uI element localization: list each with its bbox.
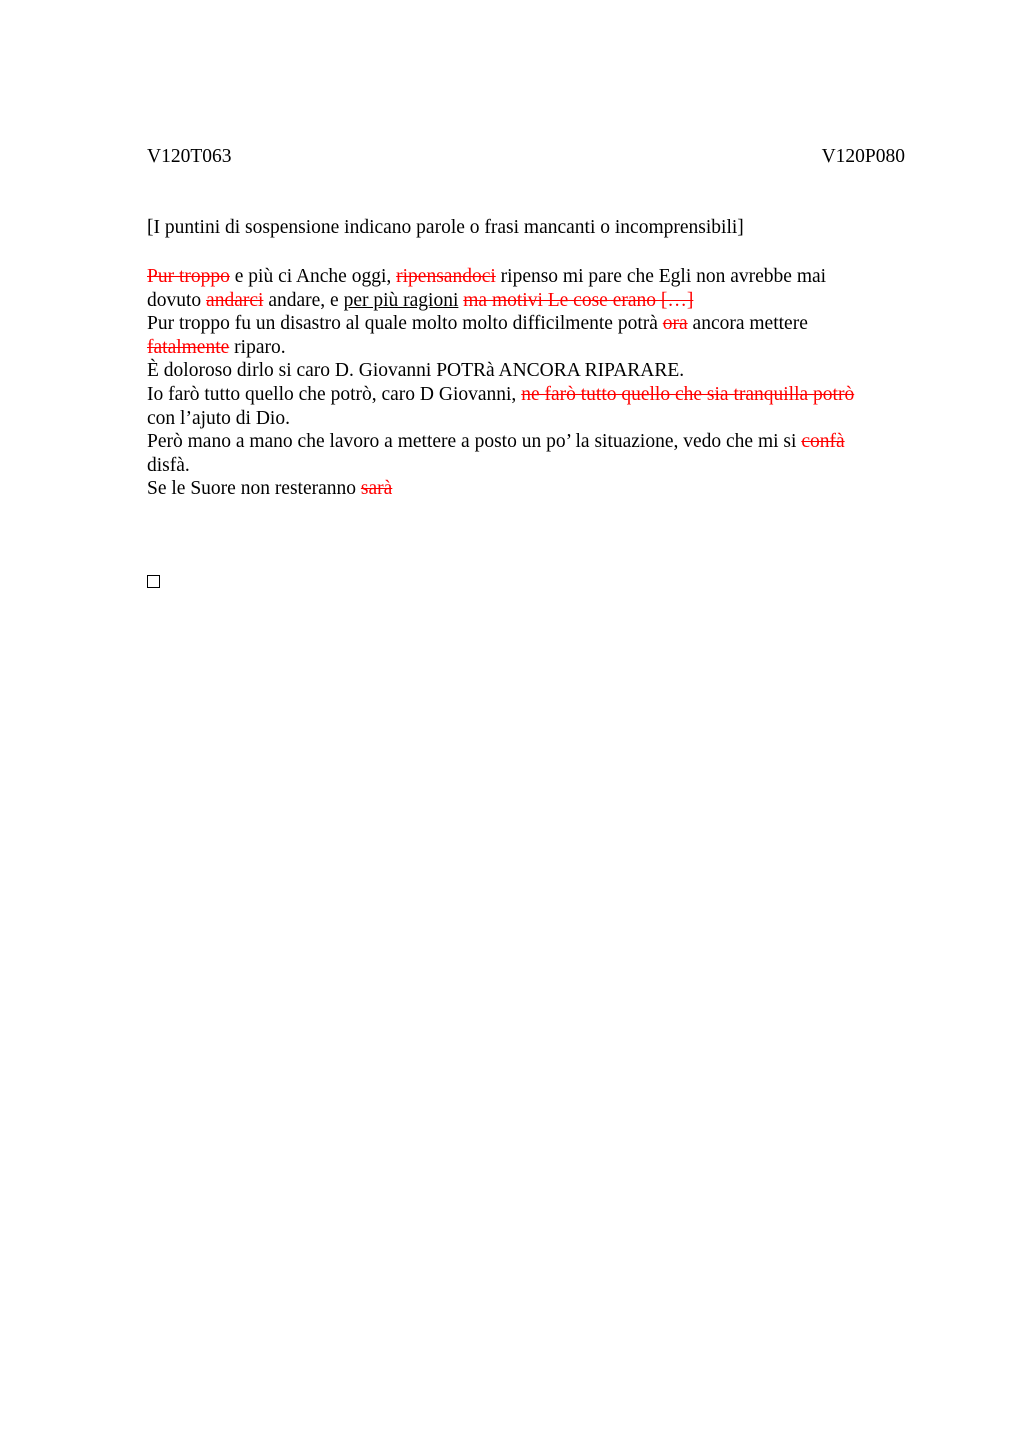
deleted-text: ripensandoci [396,266,496,287]
text-run: dovuto [147,289,207,311]
text-run: e più ci Anche oggi, [229,266,397,287]
text-run: andare, e [263,289,344,311]
text-run: con l’ajuto di Dio. [147,407,290,429]
text-run: disfà. [147,454,190,476]
text-line-9 [147,454,905,478]
deleted-text: ne farò tutto quello che sia tranquilla potrò [521,383,855,405]
text-run: ripenso mi pare che Egli non avrebbe mai [495,266,827,287]
text-run: riparo. [229,336,286,358]
checkbox-square [147,575,160,588]
document-code-right: V120P080 [821,146,905,167]
document-code-left: V120T063 [147,146,232,167]
text-line-6 [147,383,905,407]
text-run: ancora mettere [687,313,808,335]
deleted-text: Pur troppo [147,266,230,287]
document-header [147,146,905,170]
text-line-5 [147,359,905,383]
deleted-text: andarci [206,289,264,311]
deleted-text: confà [801,431,845,453]
text-run: Pur troppo fu un disastro al quale molto molto difficilmente potrà [147,313,663,335]
underlined-text: per più ragioni [343,289,459,311]
text-line-7 [147,407,905,431]
text-run: Però mano a mano che lavoro a mettere a posto un po’ la situazione, vedo che mi si [147,431,802,453]
deleted-text: sarà [360,478,393,500]
transcription-body [147,265,905,501]
text-line-2 [147,289,905,313]
text-line-4 [147,336,905,360]
text-line-8 [147,430,905,454]
editorial-note: [I puntini di sospensione indicano parole o frasi mancanti o incomprensibili] [147,217,744,238]
deleted-text: ma motivi Le cose erano […] [463,289,694,311]
text-run: Io farò tutto quello che potrò, caro D Giovanni, [147,383,522,405]
text-line-1 [147,265,905,289]
text-run: Se le Suore non resteranno [147,478,361,500]
text-line-10 [147,477,905,501]
text-run: È doloroso dirlo si caro D. Giovanni POTRà ANCORA RIPARARE. [147,360,685,382]
text-line-3 [147,312,905,336]
deleted-text: fatalmente [147,336,230,358]
deleted-text: ora [662,313,688,335]
